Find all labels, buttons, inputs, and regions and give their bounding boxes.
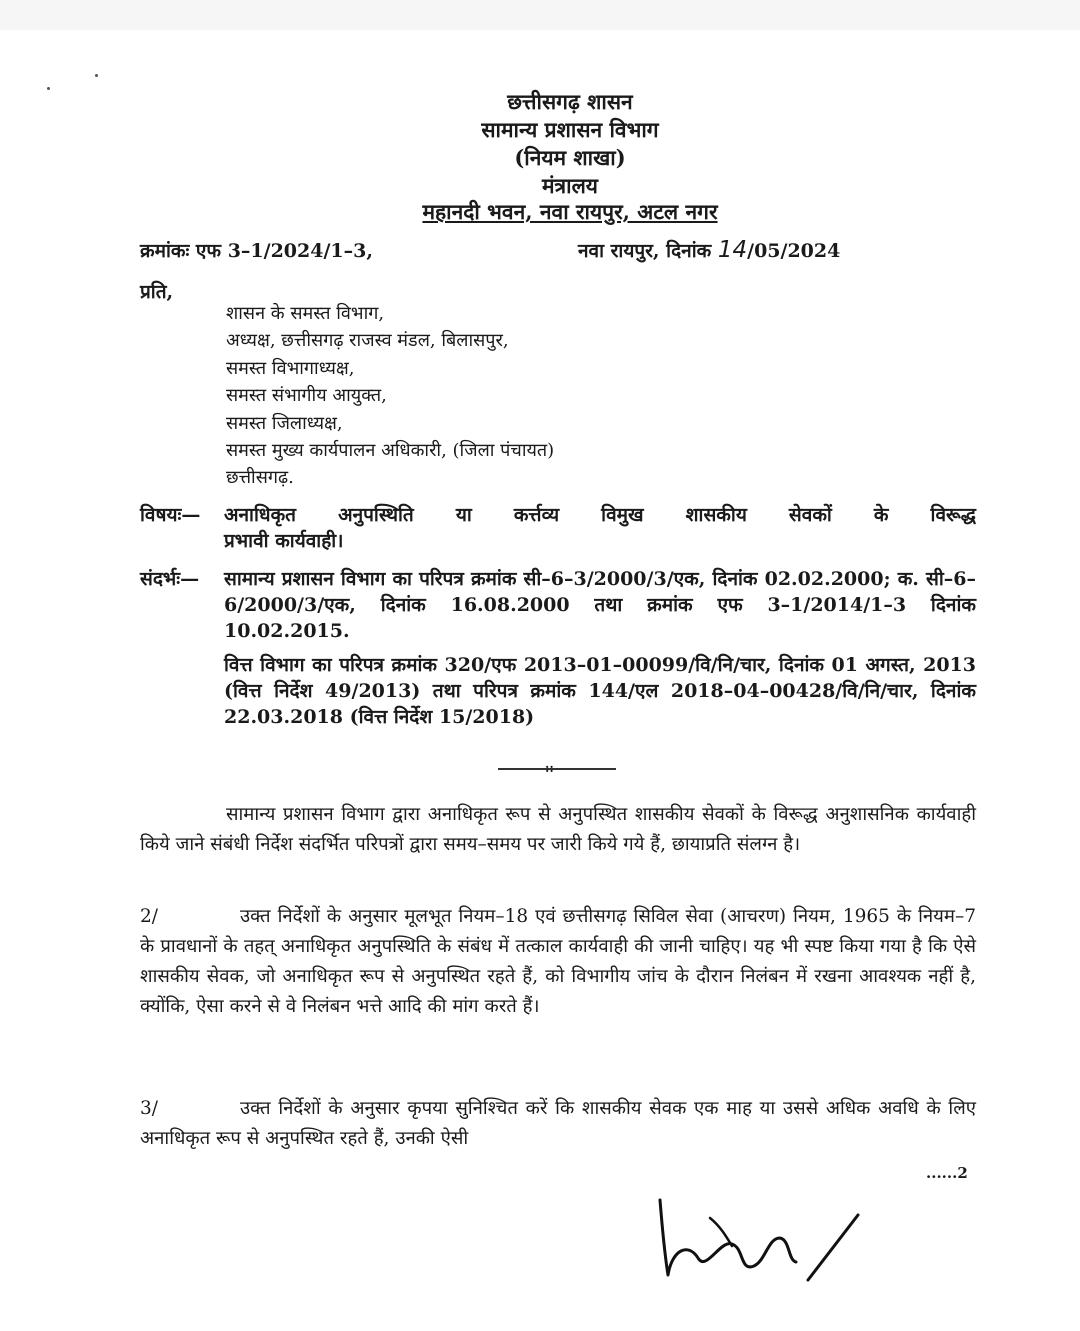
subject-label: विषयः— [140, 504, 201, 526]
recipient-item: समस्त विभागाध्यक्ष, [226, 357, 355, 379]
reference-number: क्रमांकः एफ 3–1/2024/1–3, [140, 240, 373, 262]
para-number: 3/ [140, 1098, 159, 1119]
separator-mark: :: [545, 761, 554, 775]
header-address: महानदी भवन, नवा रायपुर, अटल नगर [422, 199, 718, 224]
recipient-list [226, 300, 926, 492]
recipient-item: समस्त मुख्य कार्यपालन अधिकारी, (जिला पंचायत) [226, 440, 555, 462]
page-continuation: ......2 [926, 1164, 968, 1182]
signature [640, 1180, 870, 1290]
reference-para-1: सामान्य प्रशासन विभाग का परिपत्र क्रमांक सी–6–3/2000/3/एक, दिनांक 02.02.2000; क. सी–6–6/2000/3/एक, दिनांक 16.08.2000 तथा क्रमांक एफ 3–1/2014/1–3 दिनांक 10.02.2015. [224, 568, 976, 642]
body-para-3 [140, 1094, 976, 1154]
body-para-3-text: उक्त निर्देशों के अनुसार कृपया सुनिश्चित करें कि शासकीय सेवक एक माह या उससे अधिक अवधि के लिए अनाधिकृत रूप से अनुपस्थित रहते हैं, उनकी ऐसी [140, 1098, 976, 1149]
date-line [578, 237, 840, 263]
reference-para-2: वित्त विभाग का परिपत्र क्रमांक 320/एफ 2013–01–00099/वि/नि/चार, दिनांक 01 अगस्त, 2013 (वित्त निर्देश 49/2013) तथा परिपत्र क्रमांक 144/एल 2018–04–00428/वि/नि/चार, दिनांक 22.03.2018 (वित्त निर्देश 15/2018) [224, 654, 976, 728]
date-month-year: /05/2024 [747, 240, 841, 262]
date-day-handwritten: 14 [717, 237, 748, 263]
date-place: नवा रायपुर, दिनांक [578, 240, 712, 262]
reference-text [224, 566, 976, 730]
header-department: सामान्य प्रशासन विभाग [481, 117, 659, 142]
header-branch: (नियम शाखा) [514, 145, 626, 170]
document-page [0, 30, 1080, 1331]
header-government: छत्तीसगढ़ शासन [507, 89, 633, 114]
para-number: 2/ [140, 906, 159, 927]
prati-label: प्रति, [140, 281, 174, 303]
recipient-item: समस्त जिलाध्यक्ष, [226, 412, 343, 434]
header-ministry: मंत्रालय [541, 173, 598, 198]
recipient-item: अध्यक्ष, छत्तीसगढ़ राजस्व मंडल, बिलासपुर, [226, 330, 509, 352]
body-para-2-text: उक्त निर्देशों के अनुसार मूलभूत नियम–18 एवं छत्तीसगढ़ सिविल सेवा (आचरण) नियम, 1965 के नियम–7 के प्रावधानों के तहत् अनाधिकृत अनुपस्थिति के संबंध में तत्काल कार्यवाही की जानी चाहिए। यह भी स्पष्ट किया गया है कि ऐसे शासकीय सेवक, जो अनाधिकृत रूप से अनुपस्थित रहते हैं, को विभागीय जांच के दौरान निलंबन में रखना आवश्यक नहीं है, क्योंकि, ऐसा करने से वे निलंबन भत्ते आदि की मांग करते हैं। [140, 906, 976, 1017]
body-para-1: सामान्य प्रशासन विभाग द्वारा अनाधिकृत रूप से अनुपस्थित शासकीय सेवकों के विरूद्ध अनुशासनिक कार्यवाही किये जाने संबंधी निर्देश संदर्भित परिपत्रों द्वारा समय–समय पर जारी किये गये हैं, छायाप्रति संलग्न है। [140, 804, 976, 855]
subject-line-1: अनाधिकृत अनुपस्थिति या कर्त्तव्य विमुख शासकीय सेवकों के विरूद्ध [224, 504, 976, 526]
subject-line-2: प्रभावी कार्यवाही। [224, 530, 344, 552]
top-band [0, 0, 1080, 30]
reference-label: संदर्भः— [140, 568, 200, 590]
separator-line [498, 768, 616, 770]
body-para-2 [140, 902, 976, 1022]
recipient-item: शासन के समस्त विभाग, [226, 303, 385, 324]
recipient-item: समस्त संभागीय आयुक्त, [226, 385, 387, 407]
recipient-item: छत्तीसगढ़. [226, 467, 294, 489]
